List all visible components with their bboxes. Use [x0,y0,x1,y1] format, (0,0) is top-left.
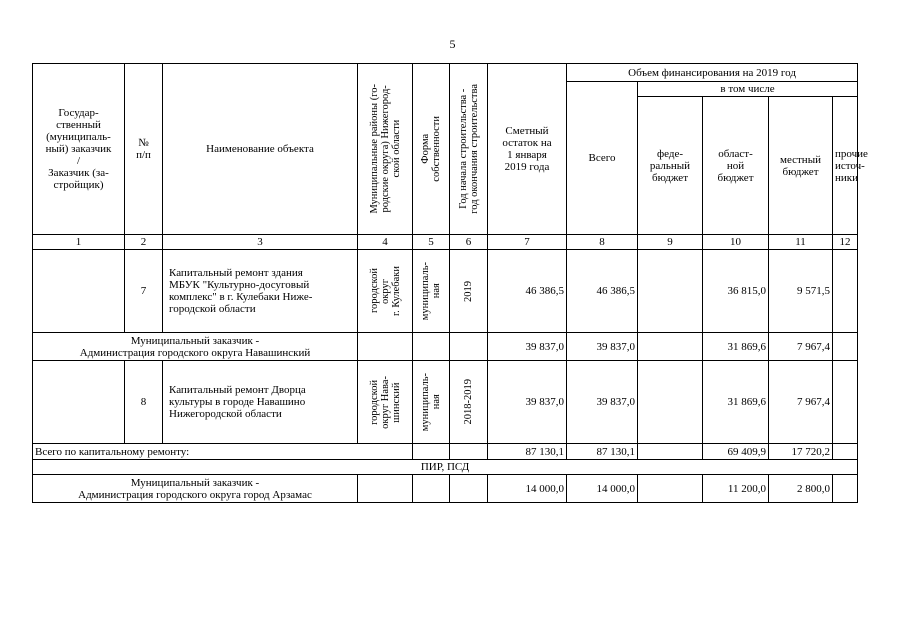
header-customer: Государ- ственный (муниципаль- ный) заказчик / Заказчик (за- стройщик) [33,64,125,235]
header-local: местный бюджет [769,97,833,235]
total-value: 39 837,0 [567,361,638,444]
header-number: № п/п [125,64,163,235]
total-value: 14 000,0 [567,475,638,503]
object-name: Капитальный ремонт Дворца культуры в городе Навашино Нижегородской области [163,361,358,444]
table-row-object-7 [33,250,858,333]
ownership: муниципаль- ная [413,361,450,444]
local-value: 2 800,0 [769,475,833,503]
balance-value: 46 386,5 [488,250,567,333]
customer-label: Муниципальный заказчик - Администрация городского округа Навашинский [33,333,358,361]
balance-value: 87 130,1 [488,444,567,460]
col-number: 6 [450,235,488,250]
regional-value: 31 869,6 [703,361,769,444]
header-regional: област- ной бюджет [703,97,769,235]
header-including: в том числе [638,82,858,97]
total-label: Всего по капитальному ремонту: [33,444,413,460]
total-value: 46 386,5 [567,250,638,333]
customer-label: Муниципальный заказчик - Администрация городского округа город Арзамас [33,475,358,503]
other-value [833,333,858,361]
col-number: 3 [163,235,358,250]
local-value: 7 967,4 [769,361,833,444]
col-number: 4 [358,235,413,250]
row-number: 8 [125,361,163,444]
table-row-total-repair [33,444,858,460]
header-other: прочие источ- ники [833,97,858,235]
federal-value [638,444,703,460]
table-row-customer-arzamas [33,475,858,503]
header-balance: Сметный остаток на 1 января 2019 года [488,64,567,235]
total-value: 87 130,1 [567,444,638,460]
col-number: 11 [769,235,833,250]
federal-value [638,361,703,444]
header-years: Год начала строительства - год окончания строительства [450,64,488,235]
financing-table [32,63,868,503]
total-value: 39 837,0 [567,333,638,361]
regional-value: 36 815,0 [703,250,769,333]
local-value: 17 720,2 [769,444,833,460]
balance-value: 39 837,0 [488,361,567,444]
section-row [33,460,858,475]
col-number: 7 [488,235,567,250]
other-value [833,444,858,460]
header-object-name: Наименование объекта [163,64,358,235]
header-district: Муниципальные районы (го- родские округа) Нижегород- ской области [358,64,413,235]
header-total: Всего [567,82,638,235]
row-number: 7 [125,250,163,333]
col-number: 1 [33,235,125,250]
table-row-object-8 [33,361,858,444]
federal-value [638,250,703,333]
regional-value: 69 409,9 [703,444,769,460]
ownership: муниципаль- ная [413,250,450,333]
local-value: 7 967,4 [769,333,833,361]
federal-value [638,333,703,361]
col-number: 10 [703,235,769,250]
header-federal: феде- ральный бюджет [638,97,703,235]
header-financing: Объем финансирования на 2019 год [567,64,858,82]
col-number: 5 [413,235,450,250]
regional-value: 11 200,0 [703,475,769,503]
object-name: Капитальный ремонт здания МБУК "Культурно-досуговый комплекс" в г. Кулебаки Ниже- городской области [163,250,358,333]
column-numbers-row [33,235,858,250]
regional-value: 31 869,6 [703,333,769,361]
section-title: ПИР, ПСД [33,460,858,475]
table-row-customer-navashino [33,333,858,361]
balance-value: 14 000,0 [488,475,567,503]
balance-value: 39 837,0 [488,333,567,361]
header-ownership: Форма собственности [413,64,450,235]
local-value: 9 571,5 [769,250,833,333]
district: городской округ г. Кулебаки [358,250,413,333]
col-number: 2 [125,235,163,250]
col-number: 12 [833,235,858,250]
col-number: 9 [638,235,703,250]
district: городской округ Нава- шинский [358,361,413,444]
years: 2018-2019 [450,361,488,444]
other-value [833,250,858,333]
other-value [833,361,858,444]
page-number: 5 [449,37,456,51]
years: 2019 [450,250,488,333]
other-value [833,475,858,503]
federal-value [638,475,703,503]
col-number: 8 [567,235,638,250]
